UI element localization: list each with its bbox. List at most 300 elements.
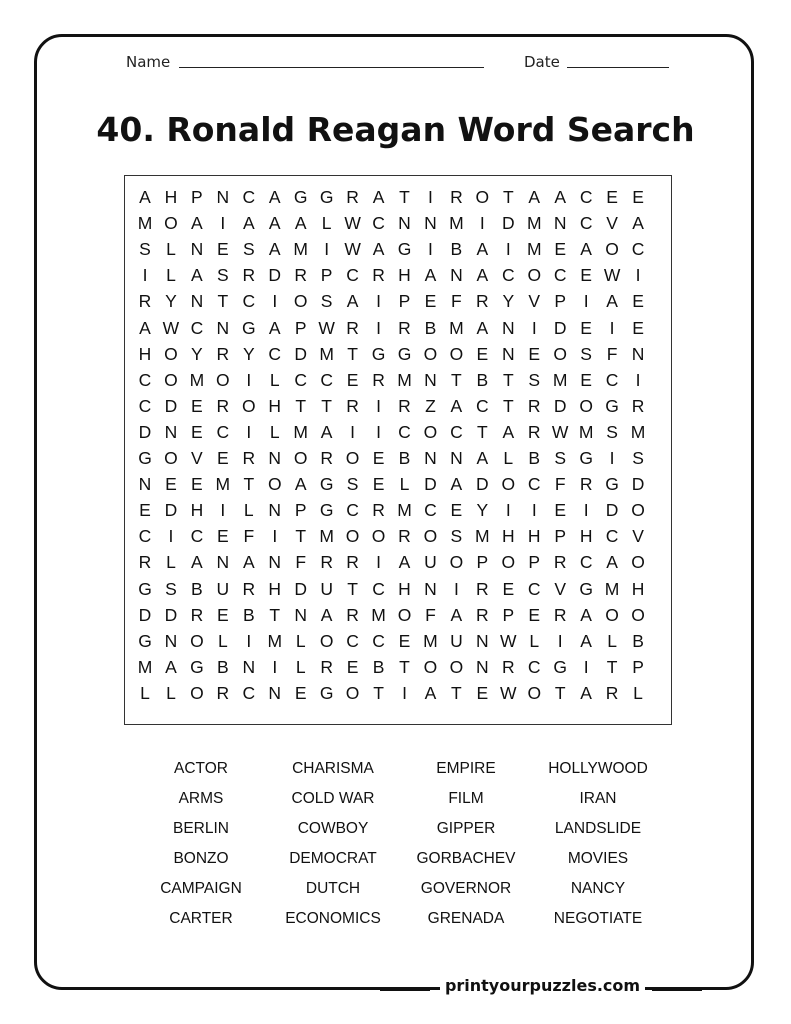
grid-letter[interactable]: E <box>632 291 644 312</box>
grid-letter[interactable]: E <box>217 604 229 625</box>
grid-letter[interactable]: B <box>450 239 463 260</box>
grid-letter[interactable]: P <box>502 604 515 625</box>
grid-letter[interactable]: I <box>557 630 563 651</box>
grid-letter[interactable]: R <box>242 448 256 468</box>
grid-letter[interactable]: N <box>268 682 282 703</box>
grid-letter[interactable]: A <box>320 604 333 625</box>
grid-letter[interactable]: R <box>346 187 359 207</box>
grid-letter[interactable]: E <box>217 448 229 468</box>
grid-letter[interactable]: C <box>450 421 463 442</box>
grid-letter[interactable]: D <box>138 421 152 442</box>
grid-letter[interactable]: S <box>139 239 151 260</box>
grid-letter[interactable]: L <box>140 682 150 703</box>
grid-letter[interactable]: C <box>346 265 359 286</box>
grid-letter[interactable]: L <box>166 239 176 260</box>
grid-letter[interactable]: E <box>191 474 203 495</box>
grid-letter[interactable]: N <box>501 317 515 338</box>
grid-letter[interactable]: M <box>526 239 542 260</box>
grid-letter[interactable]: V <box>528 291 541 312</box>
grid-letter[interactable]: R <box>242 578 256 599</box>
grid-letter[interactable]: A <box>191 265 203 286</box>
grid-letter[interactable]: T <box>321 395 332 416</box>
grid-letter[interactable]: A <box>139 187 151 207</box>
grid-letter[interactable]: M <box>630 421 646 442</box>
grid-letter[interactable]: S <box>528 369 541 390</box>
grid-letter[interactable]: I <box>246 630 252 651</box>
grid-letter[interactable]: N <box>424 448 437 468</box>
grid-letter[interactable]: A <box>476 239 489 260</box>
grid-letter[interactable]: C <box>190 317 204 338</box>
grid-letter[interactable]: U <box>424 552 437 573</box>
grid-letter[interactable]: I <box>583 656 589 677</box>
grid-letter[interactable]: W <box>162 317 180 338</box>
grid-letter[interactable]: O <box>605 604 619 625</box>
grid-letter[interactable]: M <box>319 526 334 547</box>
grid-letter[interactable]: E <box>346 656 359 677</box>
grid-letter[interactable]: A <box>580 682 592 703</box>
grid-letter[interactable]: D <box>631 474 645 495</box>
grid-letter[interactable]: L <box>269 421 280 442</box>
grid-letter[interactable]: M <box>604 578 620 599</box>
grid-letter[interactable]: P <box>554 526 567 547</box>
grid-letter[interactable]: A <box>528 187 541 207</box>
grid-letter[interactable]: O <box>190 682 204 703</box>
grid-letter[interactable]: A <box>580 630 592 651</box>
grid-letter[interactable]: A <box>580 239 592 260</box>
grid-letter[interactable]: M <box>397 369 412 390</box>
grid-letter[interactable]: C <box>294 369 307 390</box>
grid-letter[interactable]: F <box>554 474 566 495</box>
grid-letter[interactable]: D <box>164 500 178 521</box>
grid-letter[interactable]: E <box>528 604 541 625</box>
grid-letter[interactable]: L <box>166 552 176 573</box>
grid-letter[interactable]: P <box>294 500 307 521</box>
grid-letter[interactable]: A <box>606 291 618 312</box>
grid-letter[interactable]: T <box>554 682 566 703</box>
grid-letter[interactable]: I <box>583 291 589 312</box>
grid-letter[interactable]: C <box>605 526 619 547</box>
grid-letter[interactable]: N <box>164 630 178 651</box>
grid-letter[interactable]: H <box>164 187 178 207</box>
grid-letter[interactable]: L <box>321 213 332 234</box>
grid-letter[interactable]: M <box>475 526 490 547</box>
grid-letter[interactable]: A <box>294 213 307 234</box>
grid-letter[interactable]: E <box>580 369 592 390</box>
grid-letter[interactable]: N <box>424 578 437 599</box>
grid-letter[interactable]: A <box>320 421 333 442</box>
grid-letter[interactable]: N <box>190 239 204 260</box>
grid-letter[interactable]: O <box>267 474 282 495</box>
grid-letter[interactable]: E <box>398 630 411 651</box>
grid-letter[interactable]: R <box>372 500 385 521</box>
date-line[interactable] <box>567 67 669 68</box>
grid-letter[interactable]: U <box>320 578 333 599</box>
grid-letter[interactable]: I <box>428 187 433 207</box>
grid-letter[interactable]: C <box>190 526 204 547</box>
grid-letter[interactable]: D <box>268 265 282 286</box>
grid-letter[interactable]: N <box>424 369 437 390</box>
grid-letter[interactable]: A <box>268 187 281 207</box>
grid-letter[interactable]: C <box>268 343 282 364</box>
grid-letter[interactable]: Y <box>242 343 255 364</box>
grid-letter[interactable]: B <box>191 578 203 599</box>
grid-letter[interactable]: N <box>398 213 411 234</box>
grid-letter[interactable]: S <box>580 343 592 364</box>
grid-letter[interactable]: E <box>139 500 151 521</box>
grid-letter[interactable]: I <box>350 421 356 442</box>
grid-letter[interactable]: D <box>294 578 307 599</box>
grid-letter[interactable]: R <box>450 187 463 207</box>
grid-letter[interactable]: R <box>138 291 152 312</box>
grid-letter[interactable]: T <box>295 526 307 547</box>
grid-letter[interactable]: C <box>398 421 411 442</box>
grid-letter[interactable]: E <box>450 500 463 521</box>
grid-letter[interactable]: O <box>293 448 308 468</box>
grid-letter[interactable]: I <box>479 213 485 234</box>
grid-letter[interactable]: E <box>217 526 229 547</box>
grid-letter[interactable]: A <box>294 474 307 495</box>
grid-letter[interactable]: D <box>164 395 178 416</box>
grid-letter[interactable]: C <box>424 500 437 521</box>
grid-letter[interactable]: H <box>501 526 515 547</box>
grid-letter[interactable]: W <box>551 421 569 442</box>
grid-letter[interactable]: W <box>603 265 621 286</box>
grid-letter[interactable]: T <box>451 369 462 390</box>
grid-letter[interactable]: S <box>217 265 229 286</box>
grid-letter[interactable]: A <box>424 682 437 703</box>
grid-letter[interactable]: R <box>216 343 230 364</box>
grid-letter[interactable]: B <box>217 656 229 677</box>
grid-letter[interactable]: O <box>449 343 464 364</box>
grid-letter[interactable]: G <box>138 630 152 651</box>
grid-letter[interactable]: T <box>347 343 358 364</box>
grid-letter[interactable]: E <box>580 265 592 286</box>
grid-letter[interactable]: S <box>554 448 567 468</box>
grid-letter[interactable]: L <box>166 682 176 703</box>
grid-letter[interactable]: G <box>579 448 593 468</box>
grid-letter[interactable]: R <box>372 265 385 286</box>
grid-letter[interactable]: R <box>631 395 645 416</box>
grid-letter[interactable]: U <box>450 630 463 651</box>
grid-letter[interactable]: I <box>531 500 537 521</box>
grid-letter[interactable]: M <box>578 421 594 442</box>
grid-letter[interactable]: P <box>398 291 411 312</box>
grid-letter[interactable]: A <box>242 213 255 234</box>
grid-letter[interactable]: H <box>631 578 645 599</box>
grid-letter[interactable]: O <box>371 526 386 547</box>
grid-letter[interactable]: D <box>164 604 178 625</box>
grid-letter[interactable]: S <box>450 526 463 547</box>
grid-letter[interactable]: T <box>502 395 514 416</box>
grid-letter[interactable]: D <box>605 500 619 521</box>
grid-letter[interactable]: C <box>242 682 256 703</box>
grid-letter[interactable]: H <box>398 265 411 286</box>
grid-letter[interactable]: M <box>449 317 464 338</box>
grid-letter[interactable]: A <box>450 395 463 416</box>
grid-letter[interactable]: N <box>268 448 282 468</box>
grid-letter[interactable]: I <box>246 369 252 390</box>
grid-letter[interactable]: D <box>501 213 515 234</box>
grid-letter[interactable]: I <box>142 265 148 286</box>
grid-letter[interactable]: H <box>527 526 541 547</box>
grid-letter[interactable]: V <box>606 213 618 234</box>
grid-letter[interactable]: M <box>423 630 438 651</box>
grid-letter[interactable]: I <box>246 421 252 442</box>
grid-letter[interactable]: G <box>319 187 334 207</box>
grid-letter[interactable]: G <box>605 395 619 416</box>
grid-letter[interactable]: E <box>191 395 203 416</box>
grid-letter[interactable]: D <box>138 604 152 625</box>
grid-letter[interactable]: Y <box>502 291 515 312</box>
grid-letter[interactable]: A <box>268 317 281 338</box>
grid-letter[interactable]: O <box>475 187 490 207</box>
grid-letter[interactable]: R <box>579 474 593 495</box>
grid-letter[interactable]: F <box>451 291 462 312</box>
grid-letter[interactable]: V <box>554 578 567 599</box>
grid-letter[interactable]: O <box>164 343 178 364</box>
grid-letter[interactable]: R <box>527 421 541 442</box>
grid-letter[interactable]: I <box>376 421 381 442</box>
grid-letter[interactable]: T <box>399 187 410 207</box>
grid-letter[interactable]: A <box>476 265 489 286</box>
grid-letter[interactable]: C <box>242 291 256 312</box>
grid-letter[interactable]: R <box>190 604 204 625</box>
grid-letter[interactable]: R <box>372 369 385 390</box>
grid-letter[interactable]: O <box>319 630 334 651</box>
grid-letter[interactable]: N <box>476 656 489 677</box>
grid-letter[interactable]: N <box>216 552 230 573</box>
grid-letter[interactable]: T <box>502 187 514 207</box>
grid-letter[interactable]: I <box>376 291 381 312</box>
grid-letter[interactable]: G <box>579 578 593 599</box>
grid-letter[interactable]: I <box>428 239 433 260</box>
grid-letter[interactable]: H <box>579 526 593 547</box>
grid-letter[interactable]: A <box>372 187 385 207</box>
grid-letter[interactable]: R <box>320 448 333 468</box>
grid-letter[interactable]: C <box>527 578 541 599</box>
grid-letter[interactable]: R <box>294 265 307 286</box>
grid-letter[interactable]: A <box>346 291 359 312</box>
grid-letter[interactable]: C <box>527 656 541 677</box>
grid-letter[interactable]: L <box>607 630 617 651</box>
grid-letter[interactable]: E <box>165 474 177 495</box>
grid-letter[interactable]: P <box>294 317 307 338</box>
grid-letter[interactable]: D <box>424 474 437 495</box>
grid-letter[interactable]: H <box>268 395 282 416</box>
grid-letter[interactable]: G <box>241 317 256 338</box>
grid-letter[interactable]: I <box>324 239 330 260</box>
grid-letter[interactable]: A <box>398 552 411 573</box>
grid-letter[interactable]: L <box>269 369 280 390</box>
grid-letter[interactable]: R <box>398 526 411 547</box>
grid-letter[interactable]: I <box>531 317 537 338</box>
grid-letter[interactable]: A <box>268 213 281 234</box>
grid-letter[interactable]: G <box>397 343 412 364</box>
grid-letter[interactable]: P <box>191 187 203 207</box>
grid-letter[interactable]: E <box>424 291 437 312</box>
grid-letter[interactable]: A <box>632 213 644 234</box>
grid-letter[interactable]: W <box>318 317 335 338</box>
grid-letter[interactable]: O <box>423 343 438 364</box>
grid-letter[interactable]: E <box>476 682 489 703</box>
grid-letter[interactable]: E <box>191 421 203 442</box>
grid-letter[interactable]: E <box>217 239 229 260</box>
grid-letter[interactable]: O <box>527 265 542 286</box>
grid-letter[interactable]: V <box>191 448 203 468</box>
grid-letter[interactable]: A <box>606 552 618 573</box>
grid-letter[interactable]: T <box>269 604 281 625</box>
grid-letter[interactable]: M <box>137 656 153 677</box>
grid-letter[interactable]: E <box>554 500 567 521</box>
grid-letter[interactable]: E <box>476 343 489 364</box>
grid-letter[interactable]: B <box>242 604 255 625</box>
grid-letter[interactable]: R <box>138 552 152 573</box>
grid-letter[interactable]: M <box>293 421 308 442</box>
grid-letter[interactable]: I <box>609 448 615 468</box>
grid-letter[interactable]: O <box>164 213 178 234</box>
grid-letter[interactable]: N <box>424 213 437 234</box>
grid-letter[interactable]: C <box>501 265 515 286</box>
grid-letter[interactable]: M <box>137 213 153 234</box>
grid-letter[interactable]: C <box>138 395 152 416</box>
grid-letter[interactable]: I <box>505 239 511 260</box>
grid-letter[interactable]: R <box>346 317 359 338</box>
grid-letter[interactable]: C <box>372 630 385 651</box>
grid-letter[interactable]: V <box>632 526 644 547</box>
grid-letter[interactable]: O <box>397 604 412 625</box>
grid-letter[interactable]: R <box>605 682 619 703</box>
grid-letter[interactable]: A <box>554 187 567 207</box>
grid-letter[interactable]: R <box>216 395 230 416</box>
grid-letter[interactable]: O <box>605 239 619 260</box>
grid-letter[interactable]: G <box>319 474 334 495</box>
grid-letter[interactable]: O <box>423 421 438 442</box>
grid-letter[interactable]: R <box>476 291 489 312</box>
grid-letter[interactable]: N <box>450 448 463 468</box>
grid-letter[interactable]: L <box>399 474 410 495</box>
grid-letter[interactable]: M <box>215 474 231 495</box>
grid-letter[interactable]: O <box>631 500 645 521</box>
grid-letter[interactable]: I <box>272 656 278 677</box>
grid-letter[interactable]: O <box>501 552 516 573</box>
grid-letter[interactable]: L <box>503 448 514 468</box>
grid-letter[interactable]: C <box>527 474 541 495</box>
grid-letter[interactable]: B <box>632 630 644 651</box>
grid-letter[interactable]: R <box>553 552 567 573</box>
grid-letter[interactable]: C <box>242 187 256 207</box>
grid-letter[interactable]: C <box>605 369 619 390</box>
grid-letter[interactable]: R <box>346 604 359 625</box>
grid-letter[interactable]: O <box>164 448 178 468</box>
grid-letter[interactable]: A <box>268 239 281 260</box>
grid-letter[interactable]: O <box>579 395 593 416</box>
grid-letter[interactable]: T <box>606 656 618 677</box>
grid-letter[interactable]: R <box>398 395 411 416</box>
grid-letter[interactable]: N <box>216 187 230 207</box>
grid-letter[interactable]: N <box>242 656 256 677</box>
grid-letter[interactable]: N <box>138 474 152 495</box>
grid-letter[interactable]: I <box>453 578 459 599</box>
grid-letter[interactable]: G <box>605 474 619 495</box>
grid-letter[interactable]: R <box>553 604 567 625</box>
grid-letter[interactable]: L <box>295 630 306 651</box>
grid-letter[interactable]: N <box>268 500 282 521</box>
grid-letter[interactable]: A <box>139 317 151 338</box>
grid-letter[interactable]: C <box>346 500 359 521</box>
grid-letter[interactable]: N <box>631 343 645 364</box>
grid-letter[interactable]: D <box>553 395 567 416</box>
grid-letter[interactable]: A <box>476 317 489 338</box>
grid-letter[interactable]: I <box>220 500 226 521</box>
grid-letter[interactable]: I <box>583 500 589 521</box>
grid-letter[interactable]: F <box>243 526 255 547</box>
grid-letter[interactable]: C <box>553 265 567 286</box>
grid-letter[interactable]: M <box>552 369 568 390</box>
grid-letter[interactable]: A <box>450 604 463 625</box>
grid-letter[interactable]: T <box>399 656 410 677</box>
grid-letter[interactable]: E <box>606 187 618 207</box>
grid-letter[interactable]: P <box>632 656 644 677</box>
grid-letter[interactable]: L <box>217 630 228 651</box>
grid-letter[interactable]: A <box>424 265 437 286</box>
grid-letter[interactable]: N <box>216 317 230 338</box>
grid-letter[interactable]: N <box>164 421 178 442</box>
grid-letter[interactable]: A <box>372 239 385 260</box>
grid-letter[interactable]: G <box>138 448 152 468</box>
grid-letter[interactable]: T <box>373 682 384 703</box>
grid-letter[interactable]: F <box>425 604 436 625</box>
grid-letter[interactable]: L <box>243 500 254 521</box>
grid-letter[interactable]: A <box>165 656 177 677</box>
grid-letter[interactable]: Y <box>191 343 203 364</box>
grid-letter[interactable]: C <box>579 552 593 573</box>
grid-letter[interactable]: M <box>189 369 205 390</box>
grid-letter[interactable]: T <box>243 474 255 495</box>
grid-letter[interactable]: I <box>635 265 641 286</box>
grid-letter[interactable]: I <box>272 291 278 312</box>
grid-letter[interactable]: L <box>295 656 306 677</box>
grid-letter[interactable]: T <box>451 682 462 703</box>
grid-letter[interactable]: H <box>398 578 411 599</box>
grid-letter[interactable]: R <box>527 395 541 416</box>
grid-letter[interactable]: M <box>267 630 283 651</box>
grid-letter[interactable]: Y <box>476 500 489 521</box>
grid-letter[interactable]: R <box>398 317 411 338</box>
grid-letter[interactable]: A <box>502 421 515 442</box>
grid-letter[interactable]: S <box>632 448 644 468</box>
grid-letter[interactable]: I <box>505 500 511 521</box>
grid-letter[interactable]: R <box>476 604 489 625</box>
grid-letter[interactable]: O <box>345 526 360 547</box>
grid-letter[interactable]: N <box>450 265 463 286</box>
grid-letter[interactable]: I <box>168 526 174 547</box>
grid-letter[interactable]: G <box>138 578 152 599</box>
grid-letter[interactable]: I <box>402 682 407 703</box>
grid-letter[interactable]: E <box>346 369 359 390</box>
grid-letter[interactable]: R <box>476 578 489 599</box>
grid-letter[interactable]: U <box>216 578 230 599</box>
grid-letter[interactable]: N <box>476 630 489 651</box>
grid-letter[interactable]: R <box>216 682 230 703</box>
grid-letter[interactable]: E <box>632 187 644 207</box>
grid-letter[interactable]: M <box>449 213 464 234</box>
grid-letter[interactable]: R <box>320 656 333 677</box>
grid-letter[interactable]: A <box>191 213 203 234</box>
grid-letter[interactable]: S <box>165 578 177 599</box>
grid-letter[interactable]: C <box>579 213 593 234</box>
grid-letter[interactable]: B <box>424 317 437 338</box>
grid-letter[interactable]: O <box>345 448 360 468</box>
